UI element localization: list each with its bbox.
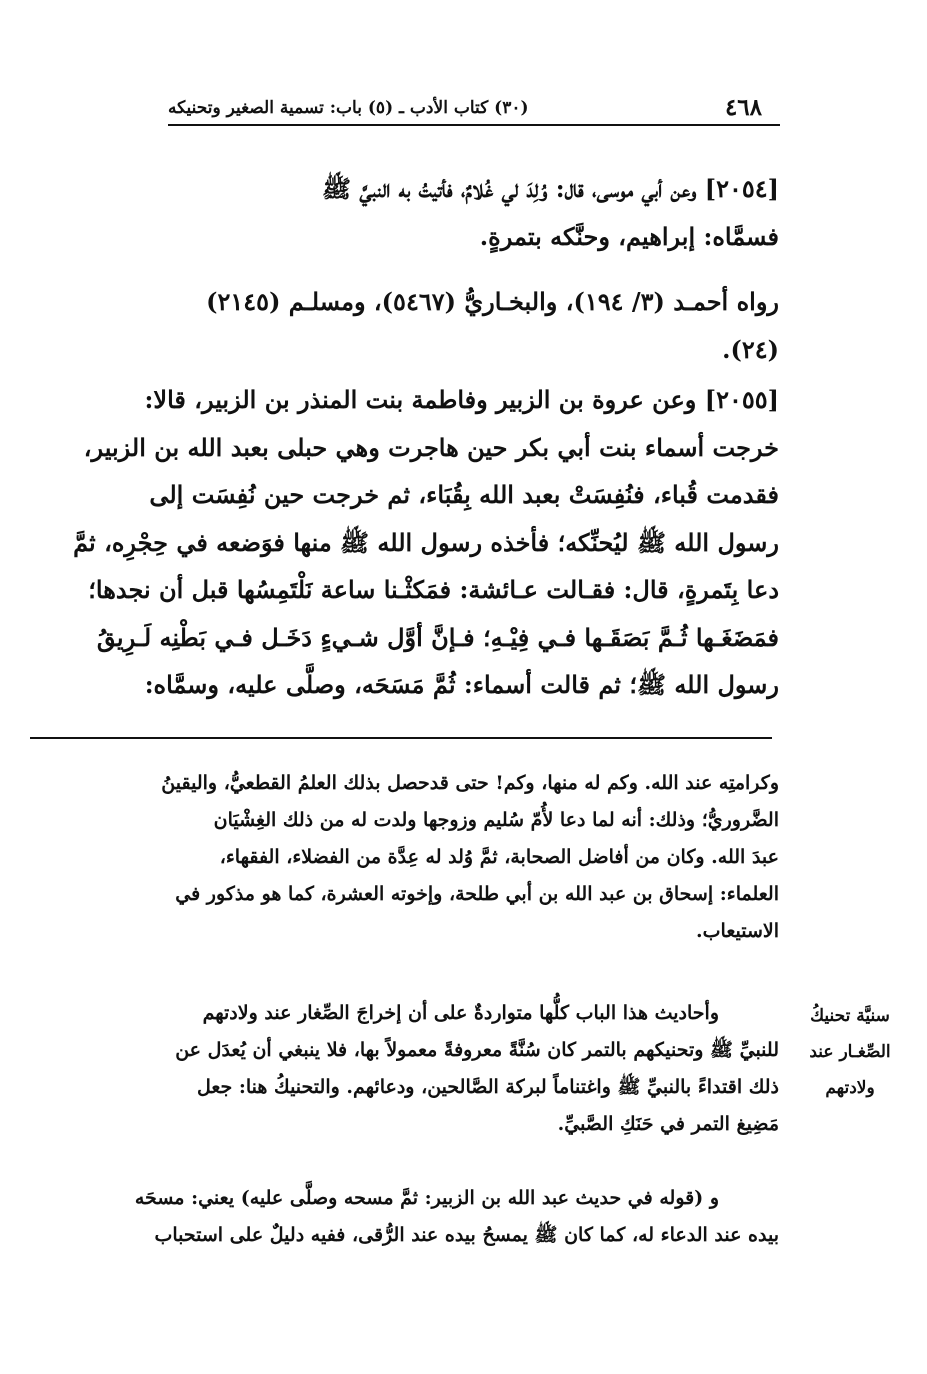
text-line: رسول الله ﷺ؛ ثم قالت أسماء: ثُمَّ مَسَحَه، وصلَّى عليه، وسمَّاه:: [144, 670, 779, 699]
text-line: (٢٤).: [722, 334, 779, 364]
text-line: [٢٠٥٥] وعن عروة بن الزبير وفاطمة بنت المنذر بن الزبير، قالا:: [144, 385, 779, 414]
text-line: وأحاديث هذا الباب كلُّها متواردةٌ على أن إخراجَ الصِّغار عند ولادتهم: [202, 1002, 719, 1024]
text-line: وكرامتِه عند الله. وكم له منها، وكم! حتى قدحصل بذلك العلمُ القطعيُّ، واليقينُ: [161, 772, 779, 794]
text-line: فقدمت قُباء، فنُفِسَتْ بعبد الله بِقُبَاء، ثم خرجت حين نُفِسَت إلى: [149, 480, 779, 509]
commentary-paragraph-2: [31, 995, 779, 1143]
text-line: الاستيعاب.: [696, 920, 779, 942]
text-line: [٢٠٥٤] وعن أبي موسى، قال: وُلِدَ لي غُلامٌ، فأتيتُ به النبيَّ ﷺ: [322, 174, 779, 203]
text-line: مَضِيغ التمر في حَنَكِ الصَّبيِّ.: [557, 1113, 779, 1135]
commentary-paragraph-1: [31, 765, 779, 950]
margin-note-line: ولادتهم: [825, 1078, 875, 1098]
text-line: خرجت أسماء بنت أبي بكر حين هاجرت وهي حبلى بعبد الله بن الزبير،: [83, 432, 779, 462]
source-2054: [31, 278, 779, 373]
margin-note-line: سنيَّة تحنيكُ: [810, 1006, 890, 1026]
text-line: الضَّروريُّ؛ وذلك: أنه لما دعا لأُمّ سُليم وزوجها ولدت له من ذلك الغِشْيَان: [213, 809, 779, 831]
text-line: العلماء: إسحاق بن عبد الله بن أبي طلحة، وإخوته العشرة، كما هو مذكور في: [175, 883, 779, 905]
text-line: عبدَ الله. وكان من أفاضل الصحابة، ثمَّ وُلد له عِدَّة من الفضلاء، الفقهاء،: [219, 846, 779, 868]
page-number: ٤٦٨: [724, 94, 762, 121]
margin-note-line: الصِّغـار عند: [809, 1042, 891, 1062]
text-line: رسول الله ﷺ ليُحنِّكه؛ فأخذه رسول الله ﷺ منها فوَضعه في حِجْرِه، ثمَّ: [73, 527, 779, 557]
text-line: ذلك اقتداءً بالنبيِّ ﷺ واغتناماً لبركة الصَّالحين، ودعائهم. والتحنيكُ هنا: جعل: [196, 1076, 779, 1098]
commentary-paragraph-3: [31, 1180, 779, 1254]
hadith-2054: [31, 165, 779, 260]
text-line: بيده عند الدعاء له، كما كان ﷺ يمسحُ بيده عند الرُّقى، ففيه دليلٌ على استحباب: [154, 1224, 779, 1246]
text-line: دعا بِتَمرةٍ، قال: فقـالت عـائشة: فمَكثْـنا ساعة نَلْتَمِسُها قبل أن نجدها؛: [88, 575, 779, 604]
text-line: و (قوله في حديث عبد الله بن الزبير: ثمَّ مسحه وصلَّى عليه) يعني: مسحَه: [134, 1187, 719, 1209]
text-line: للنبيِّ ﷺ وتحنيكهم بالتمر كان سُنَّةً معروفةً معمولاً بها، فلا ينبغي أن يُعدَل عن: [175, 1039, 779, 1061]
margin-note: [794, 998, 906, 1106]
running-header: [168, 96, 780, 126]
text-line: فمَضَغَـها ثُـمَّ بَصَقَـها فـي فِيْـهِ؛ فـإنَّ أوَّل شـيءٍ دَخَـل فـي بَطْنِه لَـرِيقُ: [96, 622, 779, 652]
text-line: رواه أحمـد (٣/ ١٩٤)، والبخـاريُّ (٥٤٦٧)، ومسلـم (٢١٤٥): [206, 287, 779, 316]
hadith-2055: [31, 376, 779, 709]
running-title: (٣٠) كتاب الأدب ـ (٥) باب: تسمية الصغير وتحنيكه: [168, 98, 529, 118]
footnote-divider: [30, 737, 772, 739]
text-line: فسمَّاه: إبراهيم، وحنَّكه بتمرةٍ.: [479, 221, 779, 251]
